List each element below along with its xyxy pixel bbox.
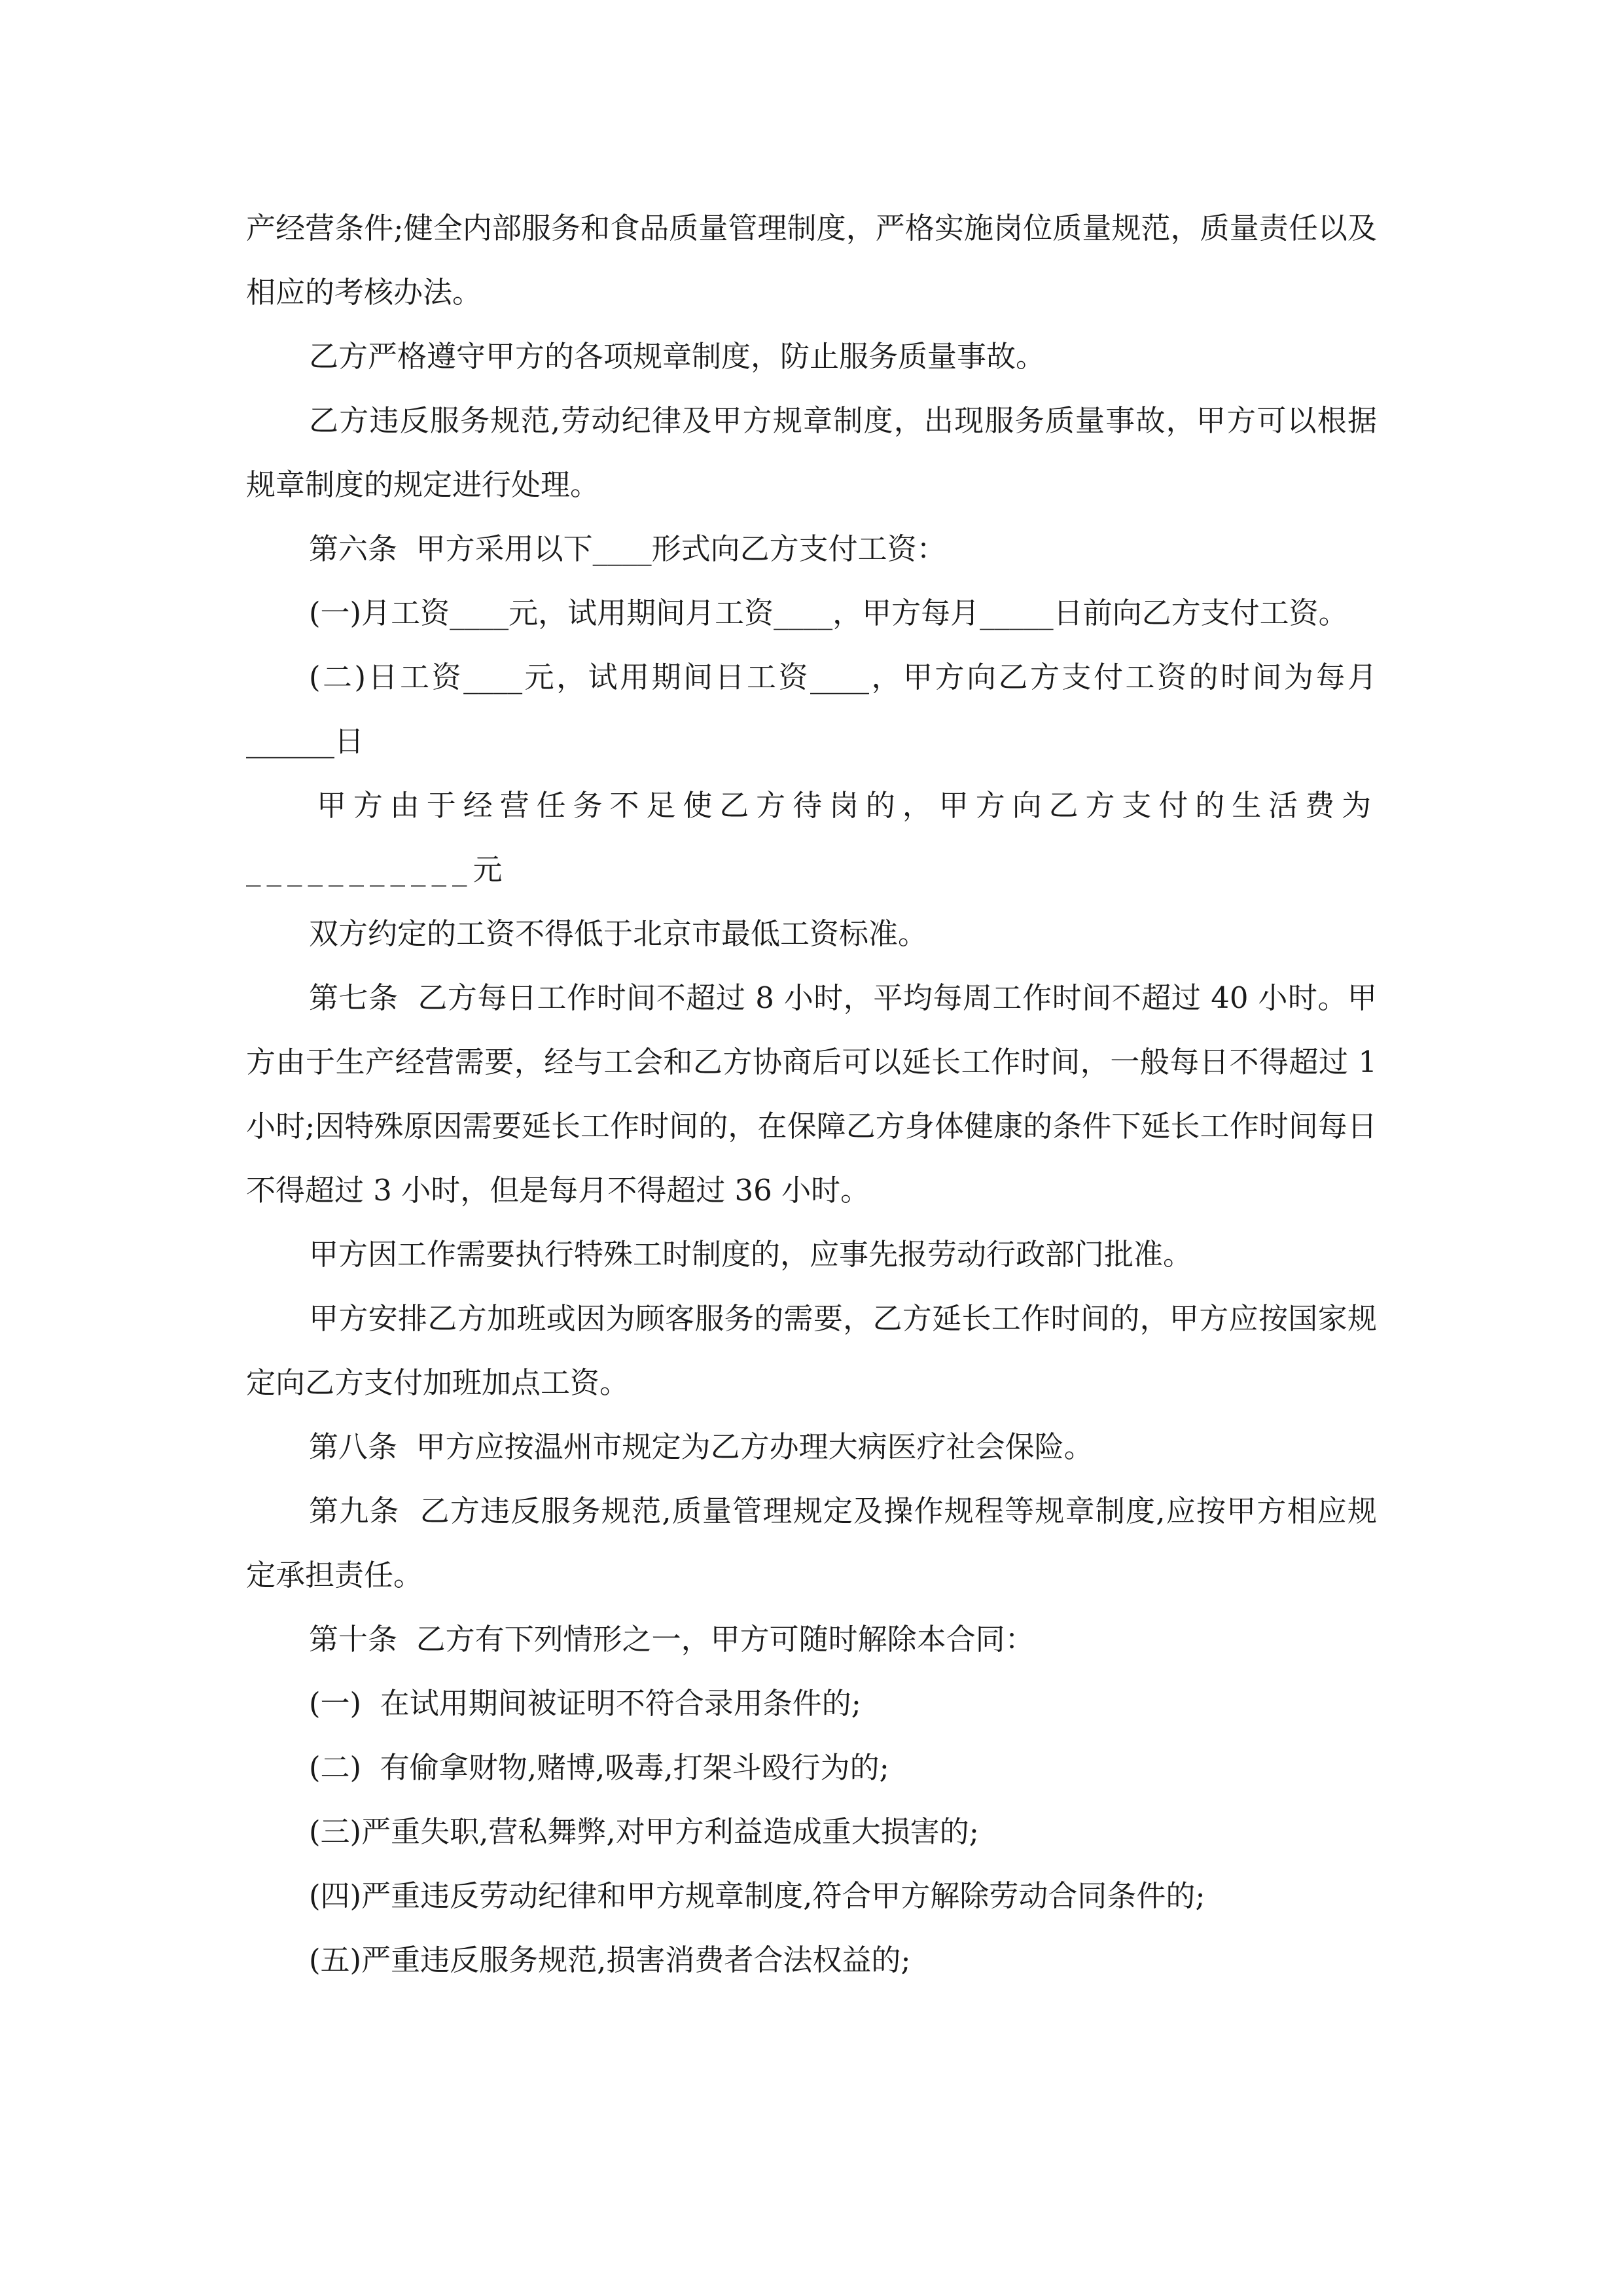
article-10-heading: 第十条 乙方有下列情形之一，甲方可随时解除本合同： bbox=[309, 1622, 1035, 1657]
article-7-overtime-pay: 甲方安排乙方加班或因为顾客服务的需要，乙方延长工作时间的，甲方应按国家规定向乙方支付加班加点工资。 bbox=[246, 1301, 1377, 1400]
article-9-liability: 第九条 乙方违反服务规范,质量管理规定及操作规程等规章制度,应按甲方相应规定承担责任。 bbox=[246, 1494, 1377, 1592]
paragraph-rules-compliance: 乙方严格遵守甲方的各项规章制度，防止服务质量事故。 bbox=[309, 339, 1046, 374]
article-6-daily-wage: (二)日工资____元，试用期间日工资____，甲方向乙方支付工资的时间为每月______日 bbox=[246, 660, 1377, 759]
article-10-item-3: (三)严重失职,营私舞弊,对甲方利益造成重大损害的; bbox=[309, 1814, 979, 1849]
article-10-item-1: (一) 在试用期间被证明不符合录用条件的; bbox=[309, 1686, 861, 1721]
article-10-item-2: (二) 有偷拿财物,赌博,吸毒,打架斗殴行为的; bbox=[309, 1750, 889, 1785]
article-10-item-4: (四)严重违反劳动纪律和甲方规章制度,符合甲方解除劳动合同条件的; bbox=[309, 1878, 1205, 1913]
article-10-item-5: (五)严重违反服务规范,损害消费者合法权益的; bbox=[309, 1943, 911, 1977]
paragraph-violation-handling: 乙方违反服务规范,劳动纪律及甲方规章制度，出现服务质量事故，甲方可以根据规章制度的规定进行处理。 bbox=[246, 403, 1377, 502]
article-6-standby-allowance: 甲方由于经营任务不足使乙方待岗的，甲方向乙方支付的生活费为___________元 bbox=[246, 788, 1377, 887]
article-7-working-hours: 第七条 乙方每日工作时间不超过 8 小时，平均每周工作时间不超过 40 小时。甲方由于生产经营需要，经与工会和乙方协商后可以延长工作时间，一般每日不得超过 1 小时;因特殊原因需要延长工作时间的，在保障乙方身体健康的条件下延长工作时间每日不得超过 3 小时，但是每月不得超过 36 小时。 bbox=[246, 980, 1387, 1208]
article-7-special-hours: 甲方因工作需要执行特殊工时制度的，应事先报劳动行政部门批准。 bbox=[309, 1237, 1193, 1272]
article-6-monthly-wage: (一)月工资____元，试用期间月工资____，甲方每月_____日前向乙方支付工资。 bbox=[309, 596, 1348, 630]
article-6-minimum-wage: 双方约定的工资不得低于北京市最低工资标准。 bbox=[309, 916, 928, 951]
article-8-insurance: 第八条 甲方应按温州市规定为乙方办理大病医疗社会保险。 bbox=[309, 1429, 1094, 1464]
document-body bbox=[246, 196, 1387, 1992]
article-6-heading: 第六条 甲方采用以下____形式向乙方支付工资： bbox=[309, 531, 946, 566]
paragraph-continuation: 产经营条件;健全内部服务和食品质量管理制度，严格实施岗位质量规范，质量责任以及相应的考核办法。 bbox=[246, 211, 1377, 310]
